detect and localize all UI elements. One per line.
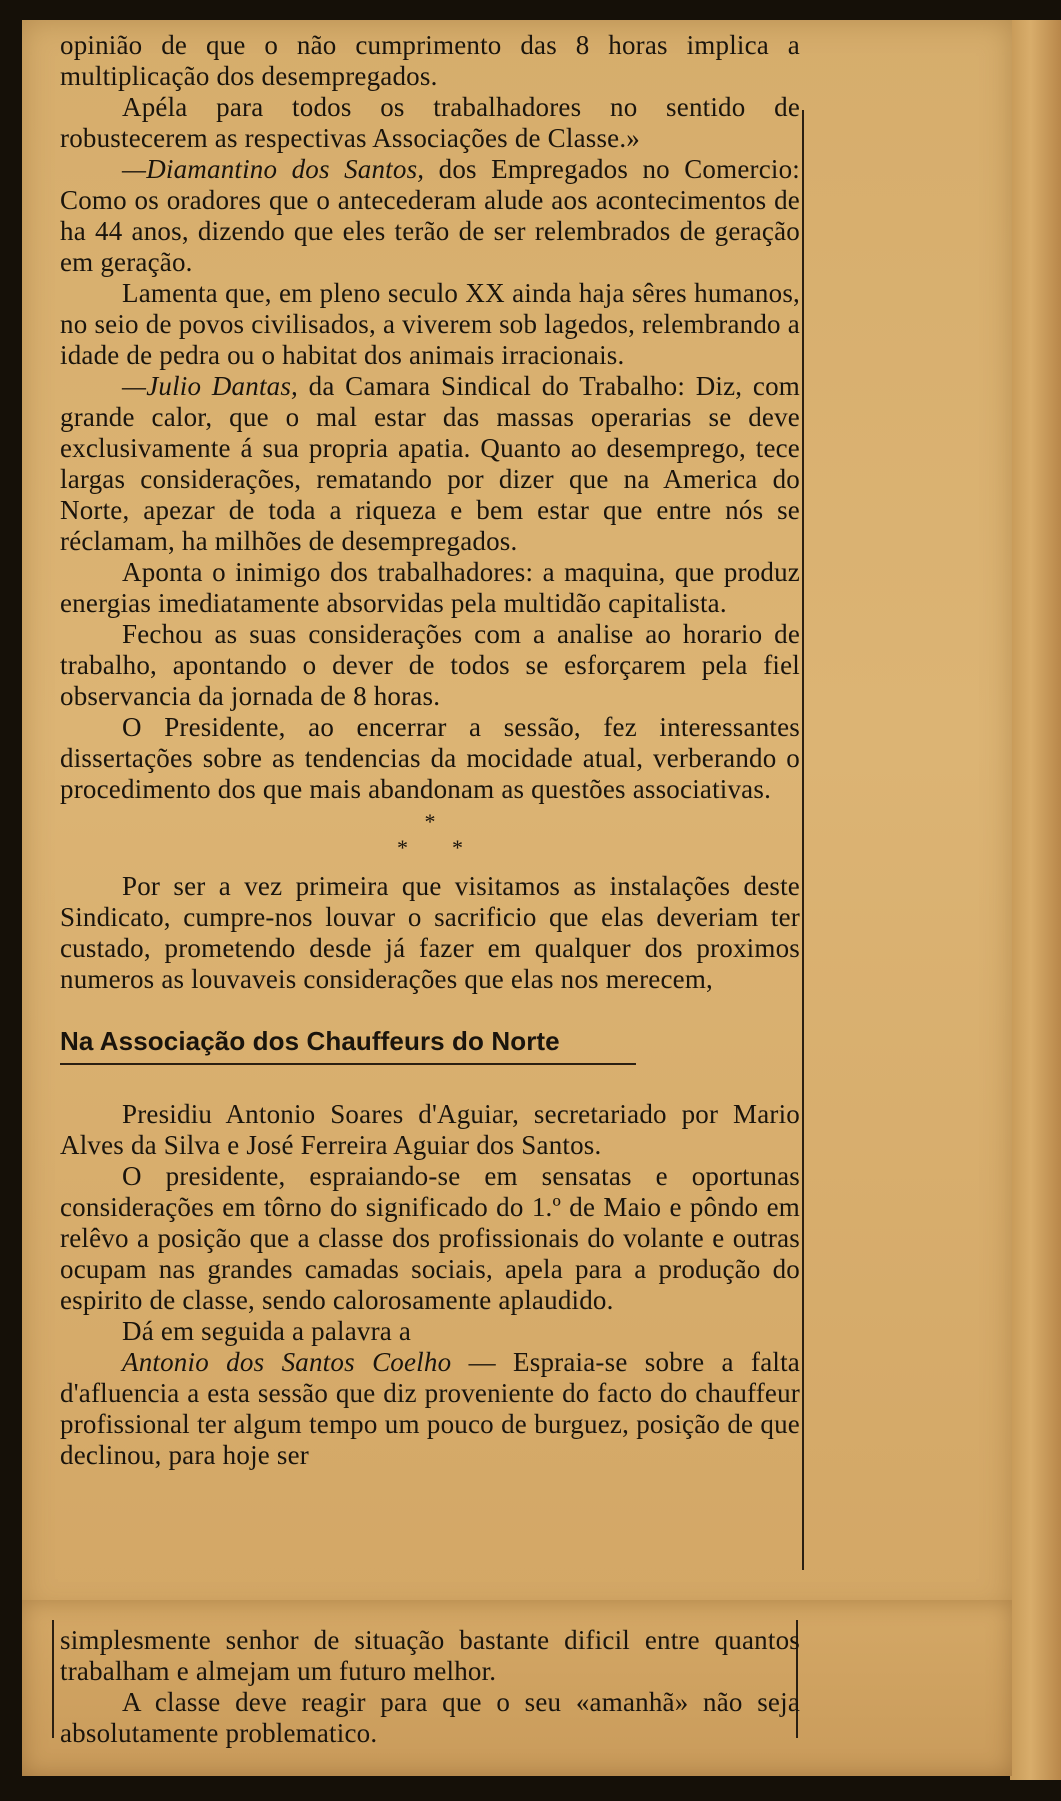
- section-headline: Na Associação dos Chauffeurs do Norte: [60, 1025, 636, 1065]
- paragraph: Fechou as suas considerações com a analise ao horario de trabalho, apontando o dever de todos se esforçarem pela fiel observancia da jornada de 8 horas.: [60, 619, 800, 711]
- speaker-text: — Espraia-se sobre a falta d'afluencia a esta sessão que diz proveniente do facto do chauffeur profissional ter algum tempo um pouco de burguez, posição de que declinou, para hoje ser: [60, 1347, 800, 1470]
- paragraph: Por ser a vez primeira que visitamos as instalações deste Sindicato, cumpre-nos louvar o sacrificio que elas deveriam ter custado, prometendo desde já fazer em qualquer dos proximos numeros as louvaveis considerações que elas nos merecem,: [60, 871, 800, 994]
- article-column-continuation: [60, 1625, 800, 1749]
- separator-star: *: [452, 835, 463, 860]
- speaker-name: —Julio Dantas,: [122, 371, 298, 401]
- column-rule-bottom-left: [52, 1620, 54, 1738]
- speaker-name: —Diamantino dos Santos,: [122, 154, 425, 184]
- separator-star: *: [397, 835, 408, 860]
- speaker-paragraph: [60, 371, 800, 557]
- paragraph-continued: opinião de que o não cumprimento das 8 horas implica a multiplicação dos desempregados.: [60, 30, 800, 91]
- paragraph: Lamenta que, em pleno seculo XX ainda haja sêres humanos, no seio de povos civilisados, a viverem sob lagedos, relembrando a idade de pedra ou o habitat dos animais irracionais.: [60, 278, 800, 370]
- column-rule: [802, 110, 804, 1570]
- article-column-top: [60, 30, 800, 1471]
- paragraph: Presidiu Antonio Soares d'Aguiar, secretariado por Mario Alves da Silva e José Ferreira Aguiar dos Santos.: [60, 1099, 800, 1160]
- section-separator: [60, 809, 800, 861]
- speaker-paragraph: [60, 1347, 800, 1471]
- speaker-text: dos Empregados no Comercio: Como os oradores que o antecederam alude aos acontecimentos de ha 44 anos, dizendo que eles terão de ser relembrados de geração em geração.: [60, 154, 800, 277]
- paragraph: O presidente, espraiando-se em sensatas e oportunas considerações em tôrno do significado do 1.º de Maio e pôndo em relêvo a posição que a classe dos profissionais do volante e outras ocupam nas grandes camadas sociais, apela para a produção do espirito de classe, sendo calorosamente aplaudido.: [60, 1161, 800, 1315]
- speaker-text: da Camara Sindical do Trabalho: Diz, com grande calor, que o mal estar das massas operarias se deve exclusivamente á sua propria apatia. Quanto ao desemprego, tece largas considerações, rematando por dizer que na America do Norte, apezar de toda a riqueza e bem estar que entre nós se réclamam, ha milhões de desempregados.: [60, 371, 800, 556]
- headline-spacer: [60, 1065, 800, 1099]
- speaker-name: Antonio dos Santos Coelho: [122, 1347, 452, 1377]
- speaker-paragraph: [60, 154, 800, 278]
- paragraph: Apéla para todos os trabalhadores no sentido de robustecerem as respectivas Associações de Classe.»: [60, 92, 800, 153]
- paragraph-continued: simplesmente senhor de situação bastante dificil entre quantos trabalham e almejam um futuro melhor.: [60, 1625, 800, 1686]
- paragraph: Dá em seguida a palavra a: [122, 1316, 412, 1346]
- paragraph: A classe deve reagir para que o seu «amanhã» não seja absolutamente problematico.: [60, 1687, 800, 1748]
- paragraph: O Presidente, ao encerrar a sessão, fez interessantes dissertações sobre as tendencias da mocidade atual, verberando o procedimento dos que mais abandonam as questões associativas.: [60, 712, 800, 804]
- backing-sheet: [1010, 20, 1061, 1780]
- separator-star: *: [424, 809, 436, 834]
- paragraph: Aponta o inimigo dos trabalhadores: a maquina, que produz energias imediatamente absorvidas pela multidão capitalista.: [60, 557, 800, 618]
